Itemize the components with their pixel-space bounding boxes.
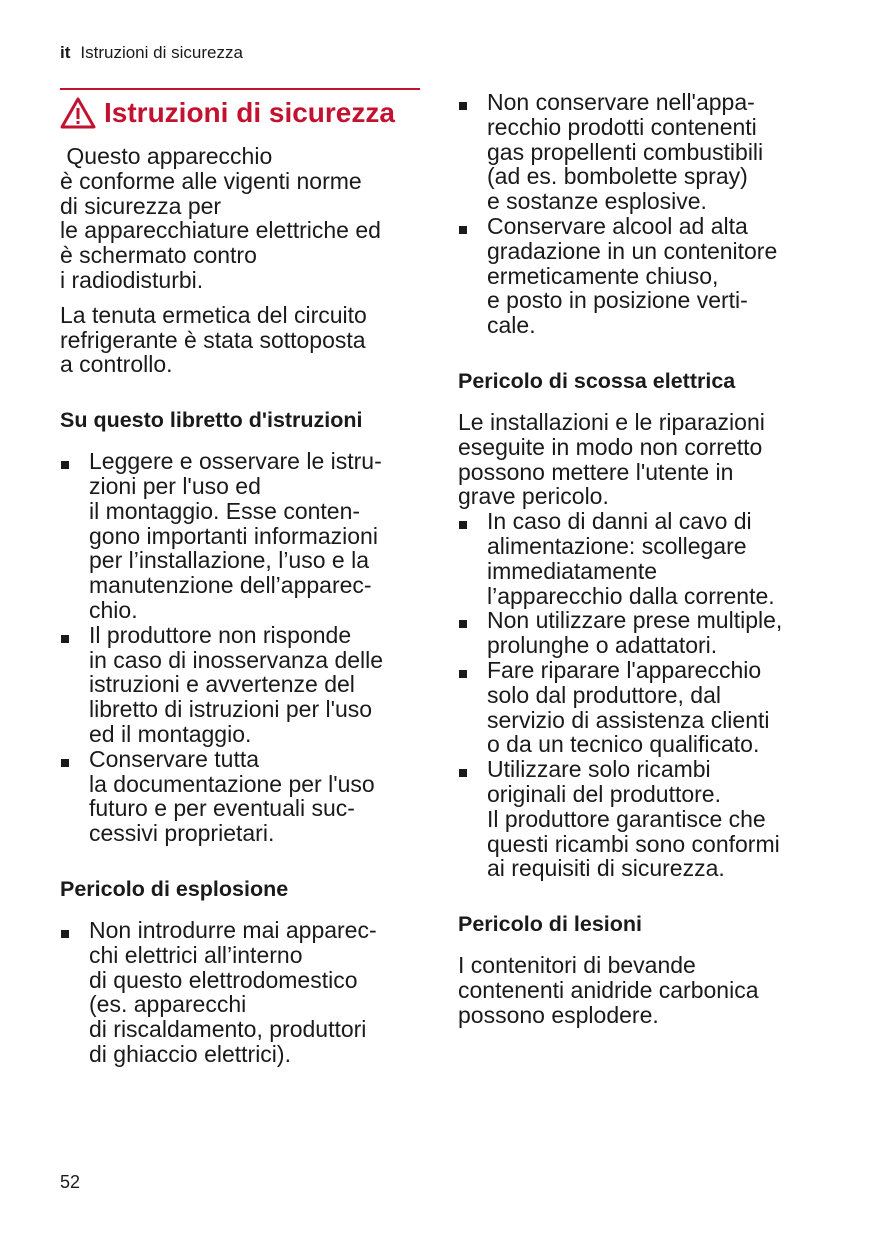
- square-bullet-icon: [459, 102, 467, 110]
- list-item: [458, 509, 823, 608]
- list-item: [458, 757, 823, 881]
- text-line: di questo elettrodomestico: [89, 966, 358, 993]
- text-line: cale.: [487, 312, 536, 339]
- square-bullet-icon: [459, 226, 467, 234]
- text-line: chio.: [89, 596, 138, 623]
- square-bullet-icon: [61, 461, 69, 469]
- list-esplosione-continued: [458, 90, 823, 338]
- page-title: Istruzioni di sicurezza: [104, 97, 395, 128]
- text-line: di sicurezza per: [60, 192, 222, 219]
- text-line: In caso di danni al cavo di: [487, 508, 752, 535]
- text-line: grave pericolo.: [458, 483, 609, 510]
- text-line: chi elettrici all’interno: [89, 941, 303, 968]
- text-line: eseguite in modo non corretto: [458, 433, 763, 460]
- text-line: La tenuta ermetica del circuito: [60, 301, 367, 328]
- square-bullet-icon: [61, 930, 69, 938]
- text-line: ai requisiti di sicurezza.: [487, 855, 725, 882]
- text-line: Fare riparare l'apparecchio: [487, 656, 762, 683]
- left-column: [60, 88, 420, 1067]
- text-line: gas propellenti combustibili: [487, 138, 764, 165]
- text-line: servizio di assistenza clienti: [487, 706, 770, 733]
- text-line: per l’installazione, l’uso e la: [89, 547, 369, 574]
- text-line: Conservare alcool ad alta: [487, 212, 748, 239]
- text-line: l’apparecchio dalla corrente.: [487, 582, 775, 609]
- list-item: [458, 658, 823, 757]
- text-line: questi ricambi sono conformi: [487, 830, 780, 857]
- text-line: di riscaldamento, produttori: [89, 1016, 367, 1043]
- intro-paragraph: [60, 303, 420, 377]
- text-line: gono importanti informazioni: [89, 522, 378, 549]
- list-item: [458, 608, 823, 658]
- text-line: manutenzione dell’apparec-: [89, 572, 372, 599]
- text-line: ermeticamente chiuso,: [487, 262, 719, 289]
- lesioni-intro: [458, 953, 823, 1027]
- text-line: (ad es. bombolette spray): [487, 163, 748, 190]
- text-line: contenenti anidride carbonica: [458, 976, 759, 1003]
- heading-esplosione: Pericolo di esplosione: [60, 876, 289, 901]
- text-line: o da un tecnico qualificato.: [487, 731, 760, 758]
- text-line: Non conservare nell'appa-: [487, 89, 755, 115]
- square-bullet-icon: [459, 670, 467, 678]
- list-item: [60, 918, 420, 1067]
- warning-triangle-icon: [60, 97, 96, 129]
- text-line: solo dal produttore, dal: [487, 681, 721, 708]
- text-line: Questo apparecchio: [60, 143, 273, 169]
- text-line: è conforme alle vigenti norme: [60, 167, 362, 194]
- intro-paragraph: [60, 144, 420, 293]
- text-line: Non introdurre mai apparec-: [89, 916, 377, 943]
- text-line: futuro e per eventuali suc-: [89, 795, 355, 822]
- running-header: [60, 43, 243, 63]
- text-line: Leggere e osservare le istru-: [89, 448, 382, 475]
- text-line: zioni per l'uso ed: [89, 472, 261, 499]
- text-line: possono mettere l'utente in: [458, 458, 734, 485]
- text-line: originali del produttore.: [487, 780, 721, 807]
- square-bullet-icon: [459, 521, 467, 529]
- section-title-bar: [60, 88, 420, 130]
- text-line: a controllo.: [60, 351, 173, 378]
- scossa-intro: [458, 410, 823, 509]
- text-line: ed il montaggio.: [89, 720, 252, 747]
- text-line: prolunghe o adattatori.: [487, 632, 718, 659]
- list-esplosione: [60, 918, 420, 1067]
- square-bullet-icon: [61, 635, 69, 643]
- text-line: Le installazioni e le riparazioni: [458, 408, 765, 435]
- square-bullet-icon: [61, 759, 69, 767]
- text-line: Conservare tutta: [89, 745, 260, 772]
- right-column: [458, 90, 823, 1028]
- text-line: Utilizzare solo ricambi: [487, 756, 711, 783]
- square-bullet-icon: [459, 620, 467, 628]
- square-bullet-icon: [459, 769, 467, 777]
- text-line: (es. apparecchi: [89, 991, 247, 1018]
- text-line: è schermato contro: [60, 242, 257, 269]
- text-line: i radiodisturbi.: [60, 266, 204, 293]
- text-line: refrigerante è stata sottoposta: [60, 326, 366, 353]
- heading-scossa-elettrica: Pericolo di scossa elettrica: [458, 368, 736, 393]
- text-line: in caso di inosservanza delle: [89, 646, 384, 673]
- text-line: istruzioni e avvertenze del: [89, 671, 355, 698]
- text-line: cessivi proprietari.: [89, 820, 275, 847]
- page-number: 52: [60, 1172, 81, 1192]
- list-item: [458, 90, 823, 214]
- heading-libretto: Su questo libretto d'istruzioni: [60, 408, 363, 433]
- text-line: le apparecchiature elettriche ed: [60, 217, 381, 244]
- text-line: Non utilizzare prese multiple,: [487, 607, 783, 634]
- text-line: gradazione in un contenitore: [487, 237, 778, 264]
- text-line: I contenitori di bevande: [458, 952, 696, 979]
- text-line: libretto di istruzioni per l'uso: [89, 696, 373, 723]
- text-line: il montaggio. Esse conten-: [89, 497, 361, 524]
- text-line: Il produttore garantisce che: [487, 805, 766, 832]
- list-item: [60, 449, 420, 623]
- text-line: immediatamente: [487, 557, 658, 584]
- list-item: [60, 623, 420, 747]
- intro-text: [60, 144, 420, 377]
- list-item: [458, 214, 823, 338]
- text-line: recchio prodotti contenenti: [487, 113, 757, 140]
- text-line: e sostanze esplosive.: [487, 188, 707, 215]
- text-line: di ghiaccio elettrici).: [89, 1040, 291, 1067]
- text-line: la documentazione per l'uso: [89, 770, 375, 797]
- header-section-title: Istruzioni di sicurezza: [80, 43, 243, 62]
- list-item: [60, 747, 420, 846]
- heading-lesioni: Pericolo di lesioni: [458, 912, 642, 937]
- text-line: possono esplodere.: [458, 1001, 659, 1028]
- text-line: Il produttore non risponde: [89, 621, 352, 648]
- list-scossa: [458, 509, 823, 881]
- list-libretto: [60, 449, 420, 846]
- text-line: e posto in posizione verti-: [487, 287, 748, 314]
- language-code: it: [60, 43, 71, 62]
- text-line: alimentazione: scollegare: [487, 532, 747, 559]
